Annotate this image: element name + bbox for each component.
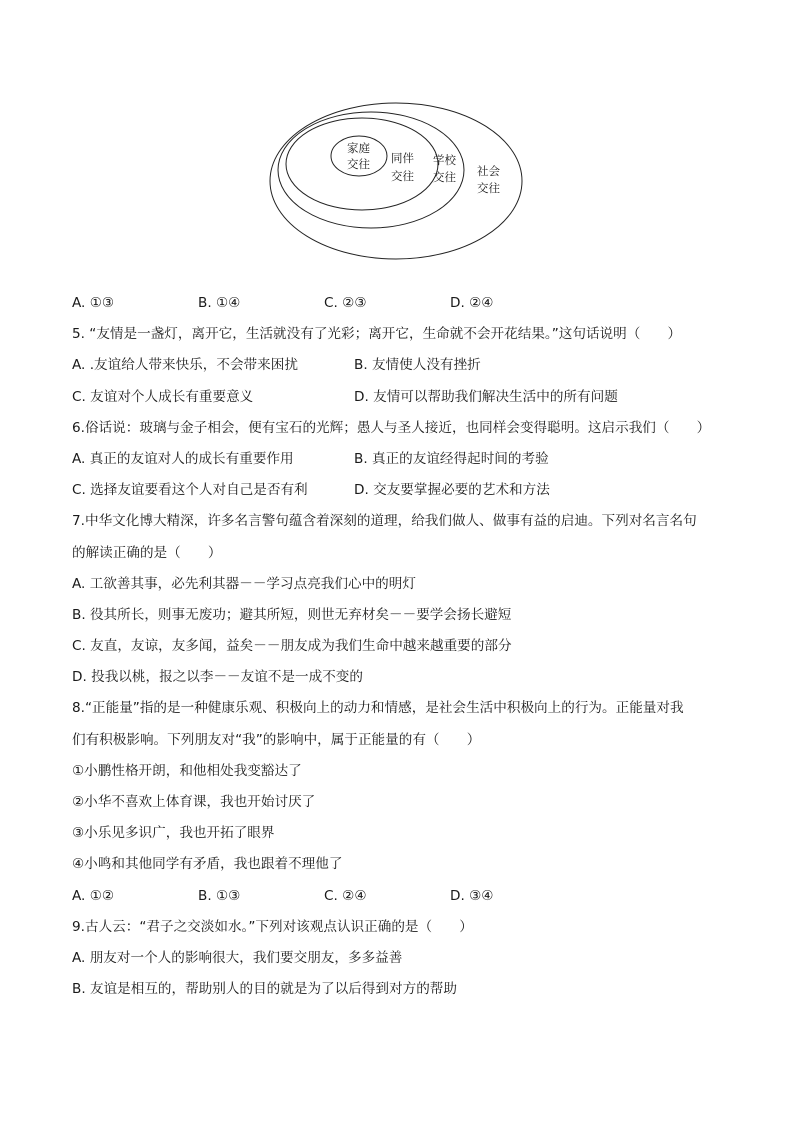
question-content [72, 288, 732, 1005]
q8-item-3: ③小乐见多识广，我也开拓了眼界 [72, 825, 275, 842]
q8-option-a[interactable]: A. ①② [72, 887, 115, 904]
q4-option-d[interactable]: D. ②④ [450, 295, 494, 311]
q5-stem: 5. “友情是一盏灯，离开它，生活就没有了光彩；离开它，生命就不会开花结果。”这句话说明（ ） [72, 326, 682, 343]
q8-option-d[interactable]: D. ③④ [450, 887, 494, 904]
label-peer-2: 交往 [391, 169, 414, 183]
q7-option-a[interactable]: A. 工欲善其事，必先利其器－－学习点亮我们心中的明灯 [72, 575, 416, 592]
label-school-1: 学校 [433, 153, 456, 167]
q4-option-a[interactable]: A. ①③ [72, 295, 115, 311]
q6-stem: 6.俗话说：玻璃与金子相会，便有宝石的光辉；愚人与圣人接近，也同样会变得聪明。这启示我们（ ） [72, 419, 711, 436]
q9-option-b[interactable]: B. 友谊是相互的，帮助别人的目的就是为了以后得到对方的帮助 [72, 981, 457, 998]
q8-item-4: ④小鸣和其他同学有矛盾，我也跟着不理他了 [72, 856, 343, 873]
q5-option-d[interactable]: D. 友情可以帮助我们解决生活中的所有问题 [354, 388, 618, 405]
nested-ellipse-diagram [266, 100, 530, 262]
q8-option-b[interactable]: B. ①③ [198, 887, 241, 904]
q7-stem-line1: 7.中华文化博大精深，许多名言警句蕴含着深刻的道理，给我们做人、做事有益的启迪。下列对名言名句 [72, 513, 697, 530]
label-family-2: 交往 [347, 157, 370, 171]
q8-stem-line2: 们有积极影响。下列朋友对“我”的影响中，属于正能量的有（ ） [72, 731, 481, 748]
q8-item-1: ①小鹏性格开朗，和他相处我变豁达了 [72, 762, 302, 779]
q8-options [72, 881, 732, 912]
q5-options-row2 [72, 382, 732, 413]
label-social-2: 交往 [477, 181, 500, 195]
q6-option-b[interactable]: B. 真正的友谊经得起时间的考验 [354, 450, 549, 467]
q7-option-d[interactable]: D. 投我以桃，报之以李－－友谊不是一成不变的 [72, 669, 363, 686]
q7-stem-line2: 的解读正确的是（ ） [72, 544, 222, 561]
q4-option-c[interactable]: C. ②③ [324, 295, 367, 311]
label-peer-1: 同伴 [391, 151, 414, 165]
label-school-2: 交往 [433, 170, 456, 184]
q5-option-b[interactable]: B. 友情使人没有挫折 [354, 357, 481, 374]
q8-item-2: ②小华不喜欢上体育课，我也开始讨厌了 [72, 794, 316, 810]
q6-options-row2 [72, 475, 732, 506]
q9-option-a[interactable]: A. 朋友对一个人的影响很大，我们要交朋友，多多益善 [72, 949, 403, 966]
diagram-svg [266, 100, 530, 262]
q8-stem-line1: 8.“正能量”指的是一种健康乐观、积极向上的动力和情感，是社会生活中积极向上的行为。正能量对我 [72, 700, 684, 717]
q9-stem: 9.古人云：“君子之交淡如水。”下列对该观点认识正确的是（ ） [72, 918, 473, 935]
q5-options-row1 [72, 350, 732, 381]
q8-option-c[interactable]: C. ②④ [324, 887, 367, 904]
q4-options [72, 288, 732, 319]
q4-option-b[interactable]: B. ①④ [198, 295, 241, 311]
q5-option-a[interactable]: A. .友谊给人带来快乐，不会带来困扰 [72, 357, 298, 374]
q7-option-c[interactable]: C. 友直，友谅，友多闻，益矣－－朋友成为我们生命中越来越重要的部分 [72, 638, 512, 655]
q5-option-c[interactable]: C. 友谊对个人成长有重要意义 [72, 388, 254, 405]
q6-options-row1 [72, 444, 732, 475]
q6-option-a[interactable]: A. 真正的友谊对人的成长有重要作用 [72, 450, 294, 467]
q6-option-c[interactable]: C. 选择友谊要看这个人对自己是否有利 [72, 482, 308, 499]
label-family-1: 家庭 [347, 141, 370, 155]
q6-option-d[interactable]: D. 交友要掌握必要的艺术和方法 [354, 482, 550, 499]
label-social-1: 社会 [477, 164, 500, 178]
q7-option-b[interactable]: B. 役其所长，则事无废功；避其所短，则世无弃材矣－－要学会扬长避短 [72, 606, 512, 623]
